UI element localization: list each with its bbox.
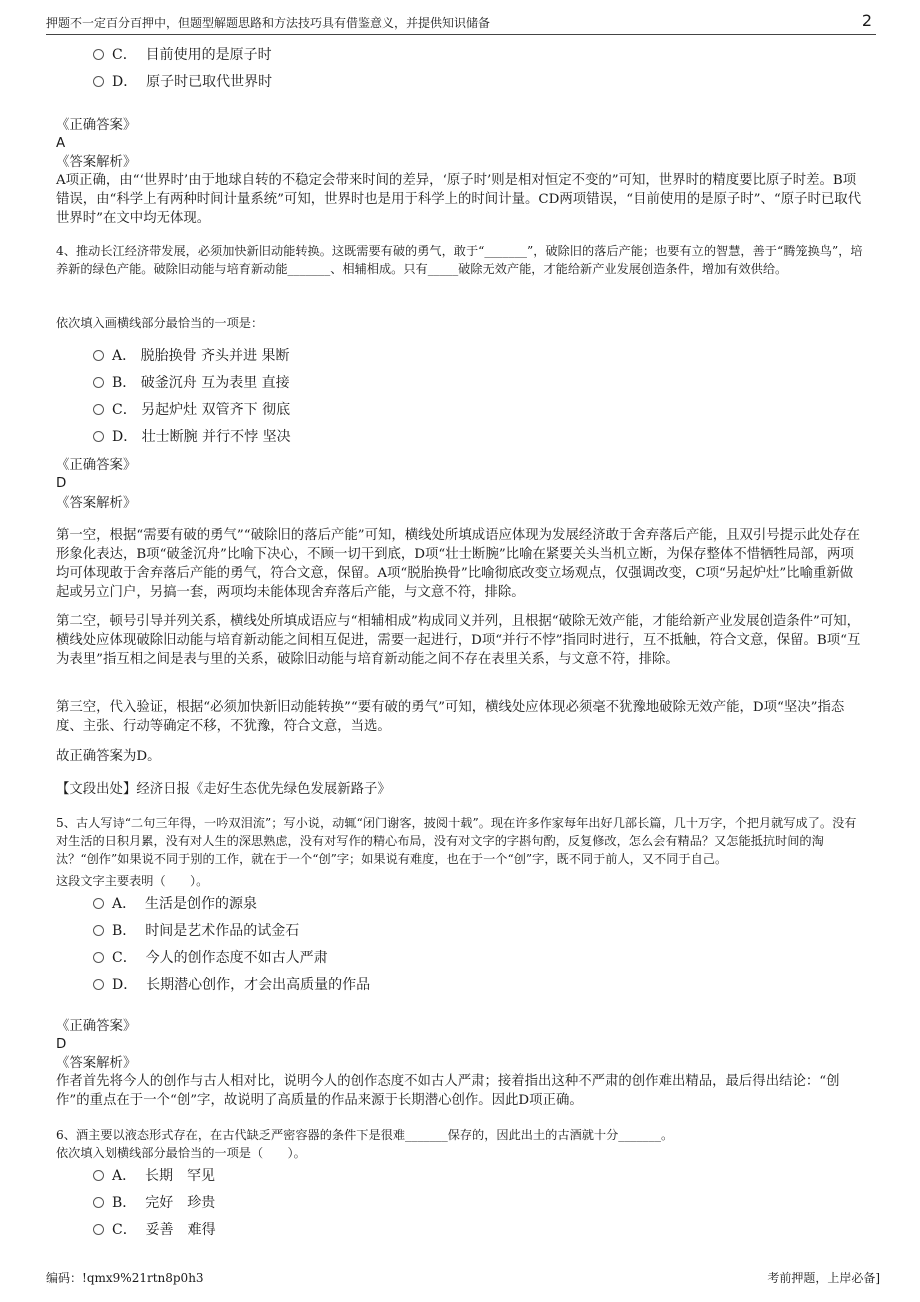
q6-option-b[interactable]: B． 完好 珍贵 [93,1193,215,1213]
q4-option-b[interactable]: B． 破釜沉舟 互为表里 直接 [93,373,290,393]
q5-option-b[interactable]: B． 时间是艺术作品的试金石 [93,921,299,941]
q4-analysis-label: 《答案解析》 [56,496,137,511]
radio-icon[interactable] [93,76,104,87]
q5-prompt: 这段文字主要表明（ ）。 [56,874,209,888]
q6-prompt: 依次填入划横线部分最恰当的一项是（ ）。 [56,1146,306,1160]
radio-icon[interactable] [93,377,104,388]
radio-icon[interactable] [93,1224,104,1235]
q3-analysis: A项正确，由“‘世界时’由于地球自转的不稳定会带来时间的差异，‘原子时’则是相对恒定不变的”可知，世界时的精度要比原子时差。B项错误，由“科学上有两种时间计量系统”可知，世界时也是用于科学上的时间计量。CD两项错误，“目前使用的是原子时”、“原子时已取代世界时”在文中均无体现。 [56,173,862,226]
q3-option-d[interactable]: D． 原子时已取代世界时 [93,72,272,92]
q4-source: 【文段出处】经济日报《走好生态优先绿色发展新路子》 [56,782,391,797]
q4-analysis-para2: 第二空，顿号引导并列关系，横线处所填成语应与“相辅相成”构成同义并列，且根据“破除无效产能，才能给新产业发展创造条件”可知，横线处应体现破除旧动能与培育新动能之间相互促进，需要一起进行，D项“并行不悖”指同时进行，互不抵触，符合文意，保留。B项“互为表里”指互相之间是表与里的关系，破除旧动能与培育新动能之间不存在表里关系，与文意不符，排除。 [56,614,861,667]
q6-option-a[interactable]: A． 长期 罕见 [93,1166,215,1186]
q4-option-d[interactable]: D． 壮士断腕 并行不悖 坚决 [93,427,291,447]
q3-answer: A [56,136,66,151]
footer-code: 编码：!qmx9%21rtn8p0h3 [46,1271,204,1285]
radio-icon[interactable] [93,350,104,361]
radio-icon[interactable] [93,952,104,963]
radio-icon[interactable] [93,925,104,936]
radio-icon[interactable] [93,1170,104,1181]
radio-icon[interactable] [93,979,104,990]
q5-analysis: 作者首先将今人的创作与古人相对比，说明今人的创作态度不如古人严肃；接着指出这种不严肃的创作难出精品，最后得出结论：“创作”的重点在于一个“创”字，故说明了高质量的作品来源于长期潜心创作。因此D项正确。 [56,1074,840,1108]
q4-conclusion: 故正确答案为D。 [56,749,161,764]
q5-option-c[interactable]: C． 今人的创作态度不如古人严肃 [93,948,328,968]
q4-stem: 4、推动长江经济带发展，必须加快新旧动能转换。这既需要有破的勇气，敢于“_______”，破除旧的落后产能；也要有立的智慧，善于“腾笼换鸟”，培养新的绿色产能。破除旧动能与培育新动能_______、相辅相成。只有_____破除无效产能，才能给新产业发展创造条件，增加有效供给。 [56,244,863,276]
q3-answer-label: 《正确答案》 [56,118,137,133]
q3-option-c[interactable]: C． 目前使用的是原子时 [93,45,272,65]
q4-analysis-para3: 第三空，代入验证，根据“必须加快新旧动能转换”“要有破的勇气”可知，横线处应体现必须毫不犹豫地破除无效产能，D项“坚决”指态度、主张、行动等确定不移，不犹豫，符合文意，当选。 [56,700,845,734]
q5-answer-label: 《正确答案》 [56,1019,137,1034]
q5-analysis-label: 《答案解析》 [56,1056,137,1071]
footer-slogan: 考前押题，上岸必备] [767,1271,880,1285]
page-header [46,11,876,35]
q6-stem: 6、酒主要以液态形式存在，在古代缺乏严密容器的条件下是很难_______保存的，因此出土的古酒就十分_______。 [56,1128,674,1142]
q6-option-c[interactable]: C． 妥善 难得 [93,1220,216,1240]
page-number: 2 [861,11,872,30]
q5-stem: 5、古人写诗“二句三年得，一吟双泪流”；写小说，动辄“闭门谢客，披阅十载”。现在许多作家每年出好几部长篇，几十万字，个把月就写成了。没有对生活的日积月累，没有对人生的深思熟虑，没有对写作的精心布局，没有对文字的字斟句酌，反复修改，怎么会有精品？又怎能抵抗时间的淘汰？“创作”如果说不同于别的工作，就在于一个“创”字；如果说有难度，也在于一个“创”字，既不同于前人，又不同于自己。 [56,816,857,866]
radio-icon[interactable] [93,49,104,60]
q4-option-c[interactable]: C． 另起炉灶 双管齐下 彻底 [93,400,290,420]
q5-option-d[interactable]: D． 长期潜心创作，才会出高质量的作品 [93,975,370,995]
q5-option-a[interactable]: A． 生活是创作的源泉 [93,894,257,914]
q4-answer: D [56,476,67,491]
q4-answer-label: 《正确答案》 [56,458,137,473]
q3-analysis-label: 《答案解析》 [56,155,137,170]
radio-icon[interactable] [93,898,104,909]
header-note: 押题不一定百分百押中，但题型解题思路和方法技巧具有借鉴意义，并提供知识储备 [46,16,491,30]
q5-answer: D [56,1037,67,1052]
radio-icon[interactable] [93,404,104,415]
radio-icon[interactable] [93,431,104,442]
radio-icon[interactable] [93,1197,104,1208]
q4-option-a[interactable]: A． 脱胎换骨 齐头并进 果断 [93,346,289,366]
q4-prompt: 依次填入画横线部分最恰当的一项是： [56,316,264,330]
q4-analysis-para1: 第一空，根据“需要有破的勇气”“破除旧的落后产能”可知，横线处所填成语应体现为发展经济敢于舍弃落后产能，且双引号提示此处存在形象化表达，B项“破釜沉舟”比喻下决心，不顾一切干到底，D项“壮士断腕”比喻在紧要关头当机立断，为保存整体不惜牺牲局部，两项均可体现敢于舍弃落后产能的勇气，符合文意，保留。A项“脱胎换骨”比喻彻底改变立场观点，仅强调改变，C项“另起炉灶”比喻重新做起或另立门户，另搞一套，两项均未能体现舍弃落后产能，与文意不符，排除。 [56,528,861,600]
